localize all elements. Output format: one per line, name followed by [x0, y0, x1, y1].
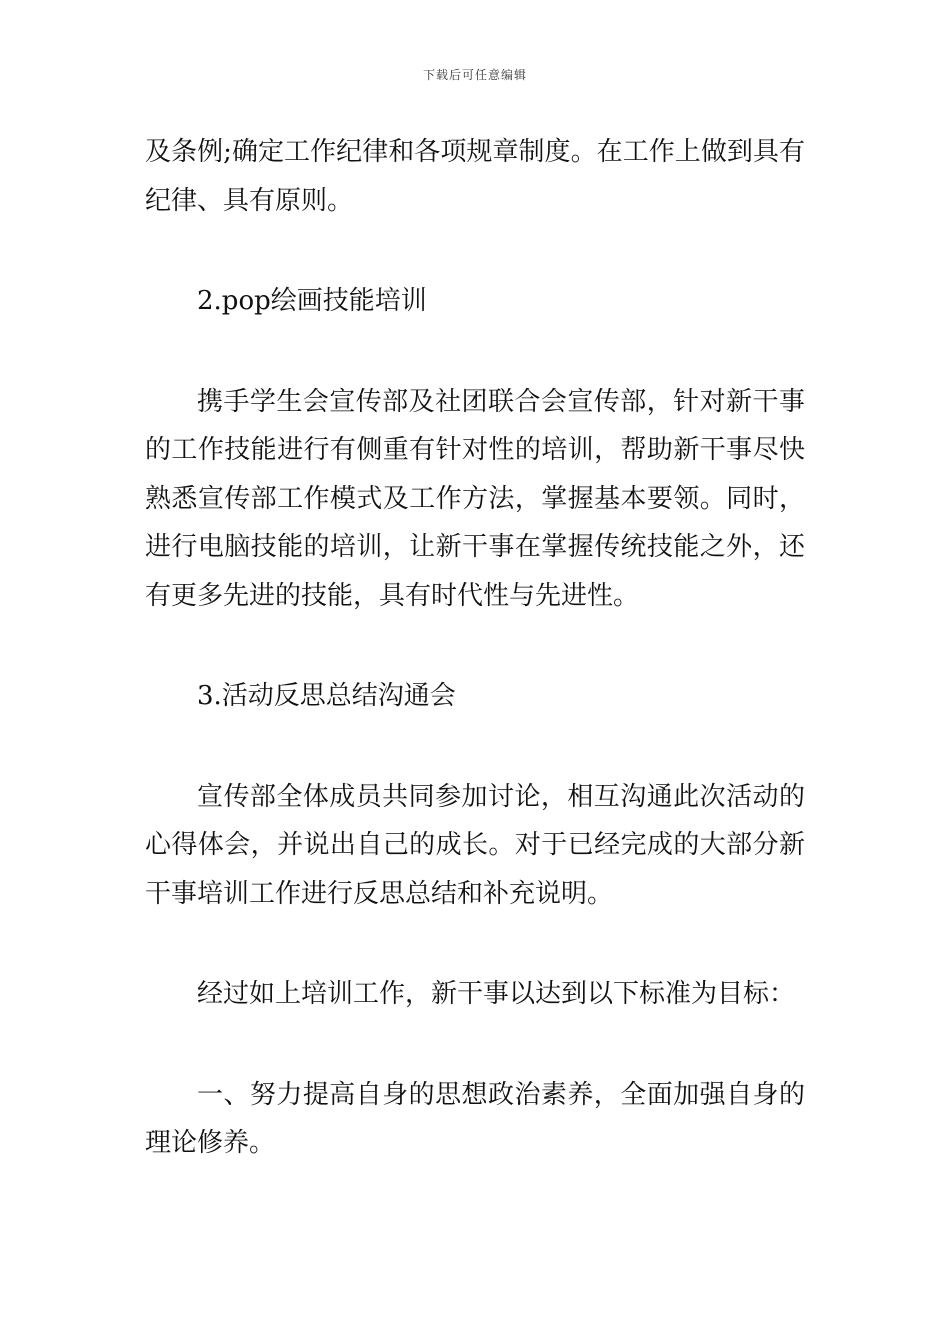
spacer — [145, 721, 805, 773]
spacer — [145, 620, 805, 672]
paragraph-skills-training: 携手学生会宣传部及社团联合会宣传部，针对新干事的工作技能进行有侧重有针对性的培训，帮助新干事尽快熟悉宣传部工作模式及工作方法，掌握基本要领。同时，进行电脑技能的培训，让新干事在掌握传统技能之外，还有更多先进的技能，具有时代性与先进性。 — [145, 386, 805, 611]
paragraph-discussion: 宣传部全体成员共同参加讨论，相互沟通此次活动的心得体会，并说出自己的成长。对于已经完成的大部分新干事培训工作进行反思总结和补充说明。 — [145, 781, 805, 909]
paragraph-regulations: 及条例;确定工作纪律和各项规章制度。在工作上做到具有纪律、具有原则。 — [145, 137, 805, 216]
spacer — [145, 1019, 805, 1071]
spacer — [145, 225, 805, 277]
document-body — [145, 128, 805, 1168]
heading-reflection-meeting: 3.活动反思总结沟通会 — [197, 681, 456, 711]
spacer — [145, 918, 805, 970]
header-note: 下载后可任意编辑 — [422, 68, 527, 82]
spacer — [145, 326, 805, 378]
paragraph-goals-intro: 经过如上培训工作，新干事以达到以下标准为目标： — [197, 979, 796, 1009]
paragraph-goal-one: 一、努力提高自身的思想政治素养，全面加强自身的理论修养。 — [145, 1079, 805, 1158]
heading-pop-training: 2.pop绘画技能培训 — [197, 286, 427, 316]
